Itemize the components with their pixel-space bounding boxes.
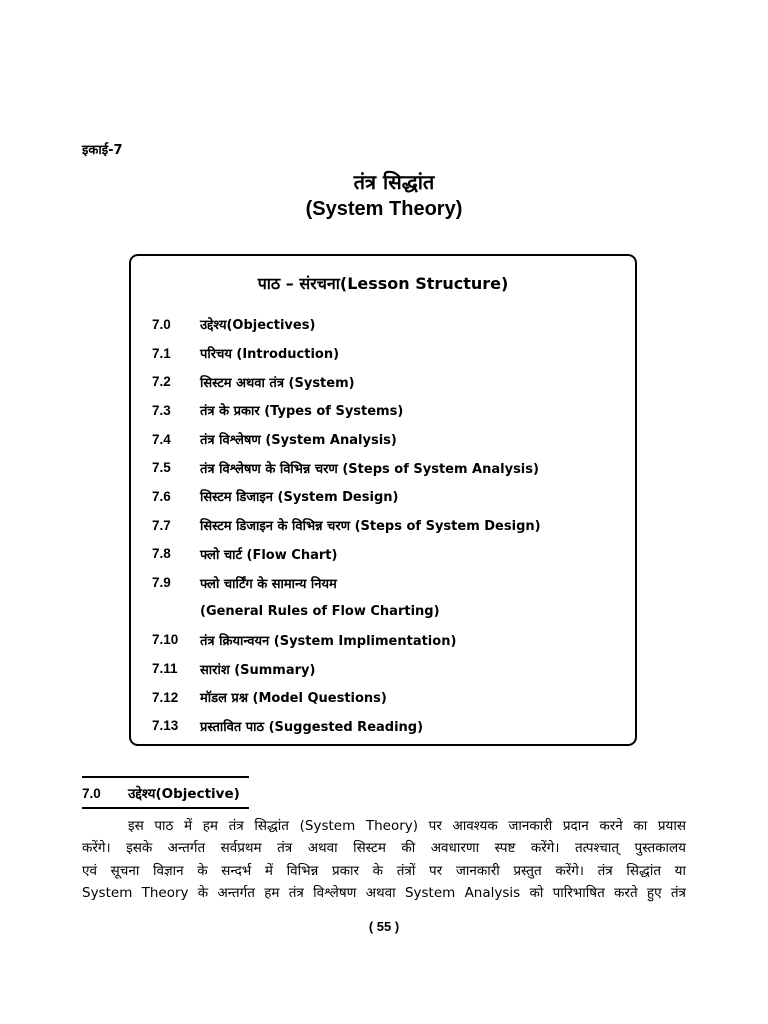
lesson-item-number: 7.12 [152,689,179,705]
lesson-item-number: 7.13 [152,718,179,734]
lesson-item [152,453,632,482]
lesson-item [152,339,632,368]
lesson-item [152,425,632,454]
lesson-item-number: 7.10 [152,632,179,648]
lesson-item-number: 7.3 [152,402,171,418]
lesson-structure-box [129,254,637,746]
lesson-item-number: 7.0 [152,316,171,332]
lesson-item [152,396,632,425]
section-number: 7.0 [82,786,101,801]
lesson-item [152,568,632,597]
lesson-item-text: प्रस्तावित पाठ (Suggested Reading) [200,719,424,735]
body-line: करेंगे। इसके अन्तर्गत सर्वप्रथम तंत्र अथवा सिस्टम की अवधारणा स्पष्ट करेंगे। तत्पश्चात् पुस्तकालय [82,840,686,857]
lesson-item-number: 7.4 [152,431,171,447]
body-line: एवं सूचना विज्ञान के सन्दर्भ में विभिन्न प्रकार के तंत्रों पर जानकारी प्रस्तुत करेंगे। तंत्र सिद्धांत या [82,862,686,879]
lesson-item-text: फ्लो चार्ट (Flow Chart) [200,547,338,563]
lesson-structure-list [152,310,632,740]
lesson-item [152,540,632,569]
unit-label: इकाई-7 [82,143,123,158]
section-title: उद्देश्य(Objective) [128,786,240,802]
lesson-item [152,654,632,683]
body-line: System Theory के अन्तर्गत हम तंत्र विश्लेषण अथवा System Analysis को पारिभाषित करते हुए तंत्र [82,884,686,901]
lesson-item-number: 7.9 [152,575,171,591]
lesson-item-number: 7.6 [152,488,171,504]
lesson-item-text: तंत्र क्रियान्वयन (System Implimentation) [200,633,457,649]
section-heading [82,776,249,809]
lesson-item-text: सिस्टम डिजाइन (System Design) [200,490,399,506]
lesson-item-text: फ्लो चार्टिंग के सामान्य नियम [200,576,337,592]
body-paragraph [82,815,686,904]
lesson-item [152,310,632,339]
lesson-item-text: तंत्र के प्रकार (Types of Systems) [200,404,404,420]
lesson-item-text: तंत्र विश्लेषण के विभिन्न चरण (Steps of System Analysis) [200,461,539,477]
chapter-title: तंत्र सिद्धांत [353,170,435,194]
lesson-item-text: उद्देश्य(Objectives) [200,318,316,334]
lesson-item-number: 7.8 [152,546,171,562]
lesson-item [152,712,632,741]
lesson-item [152,683,632,712]
lesson-item-text: सारांश (Summary) [200,662,316,678]
body-line: इस पाठ में हम तंत्र सिद्धांत (System Theory) पर आवश्यक जानकारी प्रदान करने का प्रयास [128,818,686,834]
lesson-item [152,597,632,626]
lesson-item [152,511,632,540]
lesson-item [152,482,632,511]
lesson-structure-heading: पाठ – संरचना(Lesson Structure) [257,274,509,293]
lesson-item-text: मॉडल प्रश्न (Model Questions) [200,691,387,707]
lesson-item [152,626,632,655]
lesson-item-text: तंत्र विश्लेषण (System Analysis) [200,433,397,449]
lesson-item-number: 7.5 [152,460,171,476]
lesson-item-number: 7.1 [152,345,171,361]
chapter-subtitle: (System Theory) [305,198,463,220]
lesson-item-number: 7.7 [152,517,171,533]
lesson-item-number: 7.2 [152,374,171,390]
lesson-item-text: सिस्टम डिजाइन के विभिन्न चरण (Steps of System Design) [200,519,541,535]
lesson-item [152,367,632,396]
page-number: ( 55 ) [368,919,400,934]
lesson-item-number: 7.11 [152,661,178,677]
lesson-item-text: परिचय (Introduction) [200,347,340,363]
lesson-item-text: (General Rules of Flow Charting) [200,603,440,619]
lesson-item-text: सिस्टम अथवा तंत्र (System) [200,375,355,391]
